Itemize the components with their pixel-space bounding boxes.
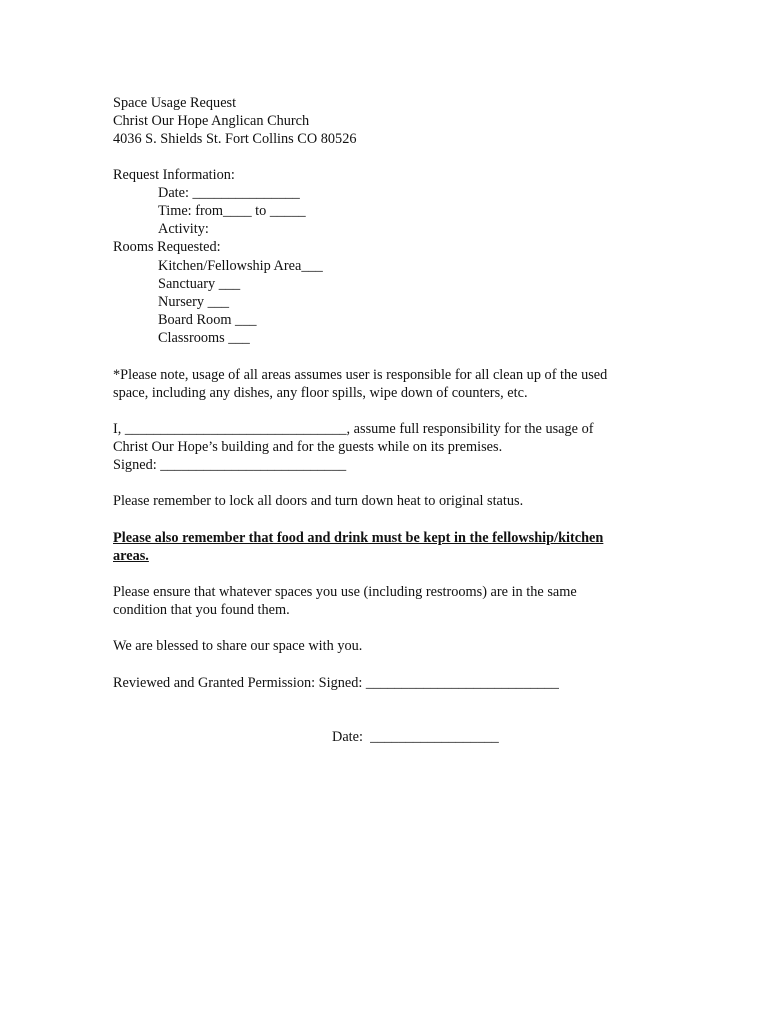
responsibility-line1: I, _______________________________, assume full responsibility for the usage of [113,421,594,437]
room-item-kitchen: Kitchen/Fellowship Area___ [158,258,323,274]
activity-field: Activity: [158,221,209,237]
ensure-reminder-line2: condition that you found them. [113,602,290,618]
signed-field: Signed: __________________________ [113,457,347,473]
responsibility-line2: Christ Our Hope’s building and for the guests while on its premises. [113,439,503,455]
lock-reminder: Please remember to lock all doors and turn down heat to original status. [113,493,524,509]
cleanup-note-line2: space, including any dishes, any floor spills, wipe down of counters, etc. [113,385,528,401]
reviewed-signature-field: Reviewed and Granted Permission: Signed: ___________________________ [113,675,559,691]
document-title: Space Usage Request [113,95,237,111]
room-item-nursery: Nursery ___ [158,294,230,310]
room-item-classrooms: Classrooms ___ [158,330,250,346]
blessed-message: We are blessed to share our space with you. [113,638,363,654]
ensure-reminder-line1: Please ensure that whatever spaces you use (including restrooms) are in the same [113,584,577,600]
food-reminder-line2: areas. [113,548,149,564]
room-item-board-room: Board Room ___ [158,312,257,328]
rooms-heading: Rooms Requested: [113,239,221,255]
cleanup-note-line1: *Please note, usage of all areas assumes user is responsible for all clean up of the used [113,367,608,383]
room-item-sanctuary: Sanctuary ___ [158,276,241,292]
approval-date-field: Date: __________________ [332,729,499,745]
date-field: Date: _______________ [158,185,300,201]
request-info-heading: Request Information: [113,167,235,183]
food-reminder-line1: Please also remember that food and drink must be kept in the fellowship/kitchen [113,530,604,546]
church-name: Christ Our Hope Anglican Church [113,113,310,129]
time-field: Time: from____ to _____ [158,203,306,219]
church-address: 4036 S. Shields St. Fort Collins CO 80526 [113,131,357,147]
